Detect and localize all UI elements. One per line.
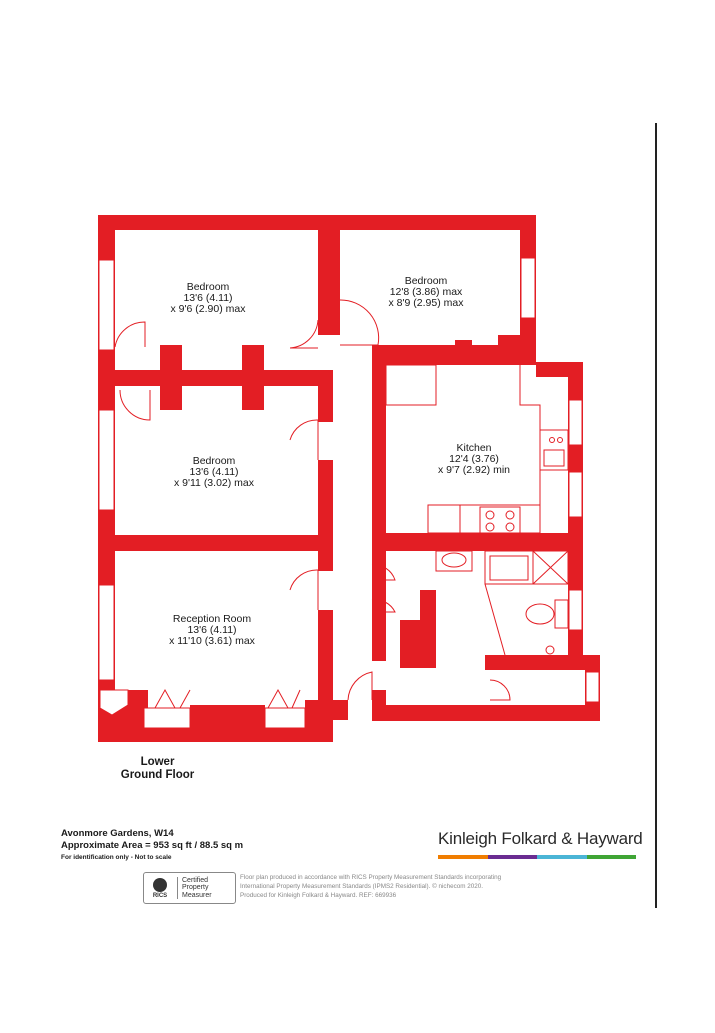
production-note xyxy=(240,873,560,900)
rics-line: Property xyxy=(182,884,209,892)
brand-stripe xyxy=(438,855,488,859)
page-divider xyxy=(655,123,657,908)
rics-line: Certified xyxy=(182,876,209,884)
room-name: Bedroom xyxy=(192,455,236,467)
property-disclaimer: For identification only - Not to scale xyxy=(61,854,172,861)
room-dimension: x 11'10 (3.61) max xyxy=(169,635,255,647)
room-dimension: 12'8 (3.86) max xyxy=(389,286,463,298)
room-dimension: x 9'11 (3.02) max xyxy=(173,477,255,489)
rics-word: RICS xyxy=(152,892,168,899)
rics-emblem-icon xyxy=(153,878,167,892)
rics-line: Measurer xyxy=(182,891,212,899)
property-info xyxy=(61,828,243,864)
room-dimension: 13'6 (4.11) xyxy=(187,624,237,636)
bathroom-fixtures xyxy=(436,551,568,655)
brand-stripe xyxy=(587,855,637,859)
rics-text xyxy=(177,877,212,900)
note-line: Produced for Kinleigh Folkard & Hayward. REF: 669936 xyxy=(240,892,397,899)
room-name: Reception Room xyxy=(172,613,252,625)
room-dimension: x 9'6 (2.90) max xyxy=(170,303,246,315)
brand-name: Kinleigh Folkard & Hayward xyxy=(438,829,643,848)
floor-label xyxy=(110,756,205,782)
note-line: Floor plan produced in accordance with RICS Property Measurement Standards incorporating xyxy=(240,874,502,881)
property-address: Avonmore Gardens, W14 xyxy=(61,828,174,839)
brand-stripe xyxy=(537,855,587,859)
room-name: Kitchen xyxy=(456,442,492,454)
rics-logo xyxy=(147,875,173,901)
room-name: Bedroom xyxy=(404,275,448,287)
room-dimension: 13'6 (4.11) xyxy=(189,466,239,478)
room-dimension: x 8'9 (2.95) max xyxy=(388,297,464,309)
property-area: Approximate Area = 953 sq ft / 88.5 sq m xyxy=(61,840,244,851)
brand-stripe xyxy=(488,855,538,859)
floor-label-line2: Ground Floor xyxy=(120,769,195,781)
room-name: Bedroom xyxy=(186,281,230,293)
room-dimension: 12'4 (3.76) xyxy=(449,453,499,465)
room-dimension: 13'6 (4.11) xyxy=(183,292,233,304)
rics-badge xyxy=(143,872,236,904)
room-dimension: x 9'7 (2.92) min xyxy=(437,464,511,476)
brand-stripes xyxy=(438,855,636,859)
floor-label-line1: Lower xyxy=(140,756,175,768)
note-line: International Property Measurement Standards (IPMS2 Residential). © nichecom 2020. xyxy=(240,883,483,890)
